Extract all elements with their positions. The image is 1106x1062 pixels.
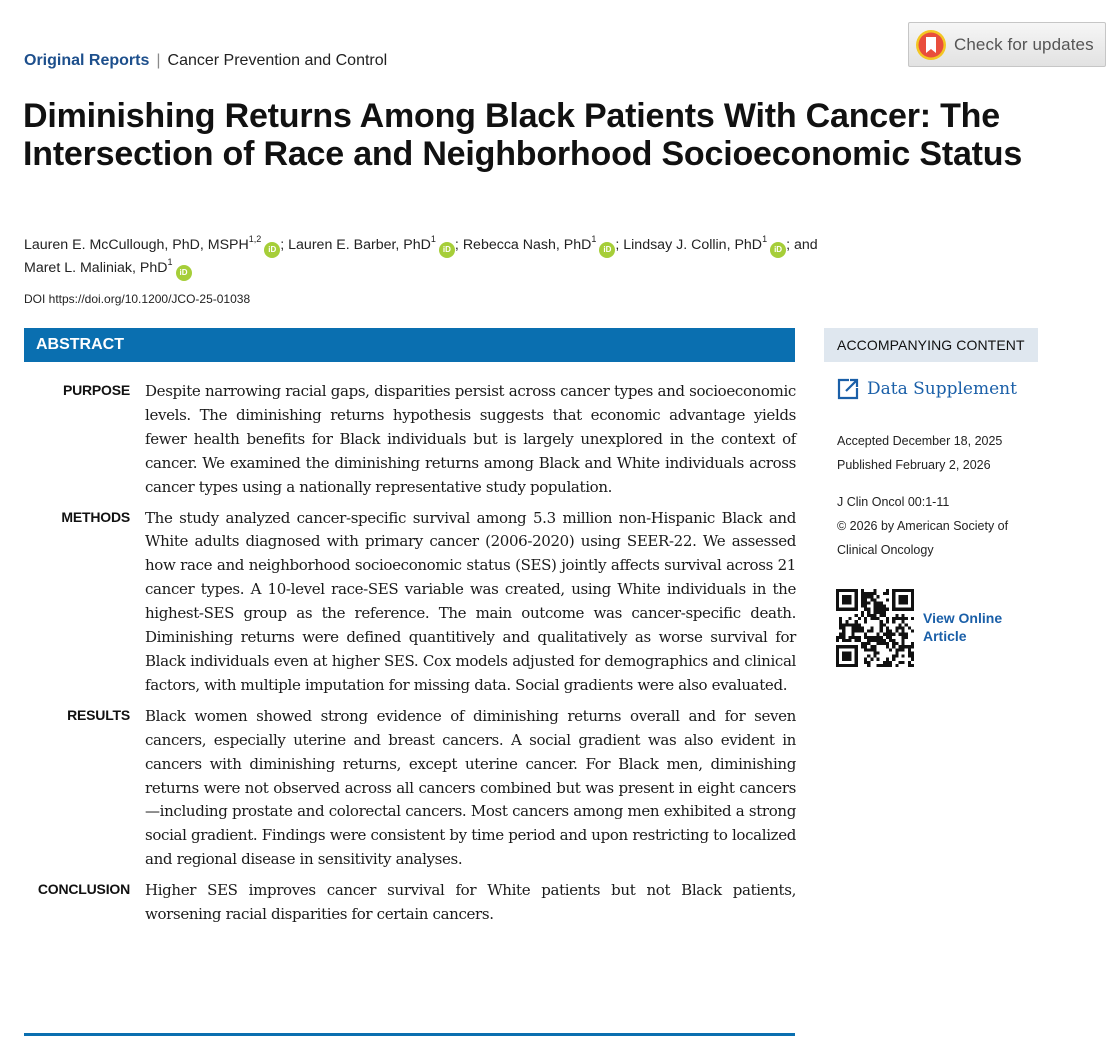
abstract-section-conclusion	[24, 879, 796, 927]
accepted-date: Accepted December 18, 2025	[837, 434, 1003, 448]
author-separator: ;	[454, 237, 463, 253]
doi-link[interactable]: DOI https://doi.org/10.1200/JCO-25-01038	[24, 292, 251, 306]
orcid-icon[interactable]: iD	[176, 265, 192, 281]
abstract-heading: ABSTRACT	[24, 328, 795, 362]
abstract-section-label: CONCLUSION	[37, 881, 130, 898]
author-name[interactable]: Lindsay J. Collin, PhD	[623, 237, 763, 253]
author-name[interactable]: Lauren E. McCullough, PhD, MSPH	[24, 237, 249, 253]
abstract-section-methods	[24, 507, 796, 698]
abstract-section-text: Despite narrowing racial gaps, disparities persist across cancer types and socioeconomic levels. The diminishing returns hypothesis suggests that economic advantage yields fewer health benefits for Black individuals but is largely unexplored in the context of cancer. We examined the diminishing returns among Black and White individuals across cancer types using a nationally representative study population.	[145, 382, 796, 496]
abstract-section-label: PURPOSE	[62, 382, 130, 398]
article-section	[24, 52, 387, 70]
check-for-updates-label: Check for updates	[954, 34, 1094, 54]
author-name[interactable]: Rebecca Nash, PhD	[462, 237, 592, 253]
external-link-icon	[836, 377, 860, 401]
abstract-section-purpose	[24, 380, 796, 500]
check-updates-icon	[915, 29, 947, 61]
article-title: Diminishing Returns Among Black Patients With Cancer: The Intersection of Race and Neighborhood Socioeconomic Status	[23, 97, 1023, 173]
abstract-section-label: RESULTS	[67, 706, 130, 723]
author-affiliation: 1	[591, 234, 597, 245]
orcid-icon[interactable]: iD	[264, 242, 280, 258]
check-for-updates-button[interactable]	[908, 22, 1106, 67]
author-name[interactable]: Maret L. Maliniak, PhD	[24, 260, 168, 276]
abstract-section-text: Black women showed strong evidence of diminishing returns overall and for seven cancers, especially uterine and breast cancers. A social gradient was also evident in cancers with diminishing returns, except uterine cancer. For Black men, diminishing returns were not observed across all cancers combined but was present in eight cancers—including prostate and colorectal cancers. Most cancers among men exhibited a strong social gradient. Findings were consistent by time period and upon restricting to localized and regional disease in sensitivity analyses.	[145, 706, 796, 869]
journal-citation: J Clin Oncol 00:1-11	[837, 495, 950, 509]
author-affiliation: 1	[167, 257, 173, 268]
author-separator: ;	[280, 237, 289, 253]
article-category-link[interactable]: Original Reports	[24, 52, 150, 69]
author-name[interactable]: Lauren E. Barber, PhD	[288, 237, 431, 253]
author-affiliation: 1	[430, 234, 436, 245]
article-subcategory: Cancer Prevention and Control	[167, 52, 388, 69]
accompanying-content-heading: ACCOMPANYING CONTENT	[824, 328, 1038, 362]
abstract-section-label: METHODS	[61, 508, 130, 525]
section-separator: |	[156, 52, 161, 69]
abstract-section-results	[24, 705, 796, 872]
abstract-section-text: Higher SES improves cancer survival for White patients but not Black patients, worsening racial disparities for certain cancers.	[145, 881, 796, 924]
orcid-icon[interactable]: iD	[770, 242, 786, 258]
author-separator: ;	[615, 237, 624, 253]
qr-code-icon[interactable]	[836, 589, 914, 667]
abstract-body	[24, 380, 796, 934]
author-affiliation: 1	[762, 234, 768, 245]
author-affiliation: 1,2	[248, 234, 262, 245]
orcid-icon[interactable]: iD	[439, 242, 455, 258]
view-online-article-link[interactable]: View Online Article	[923, 610, 1003, 644]
data-supplement-link[interactable]	[836, 377, 1017, 401]
author-list	[24, 235, 924, 281]
author-separator: ; and	[786, 237, 818, 253]
data-supplement-label: Data Supplement	[867, 379, 1017, 399]
abstract-section-text: The study analyzed cancer-specific survival among 5.3 million non-Hispanic Black and White adults diagnosed with primary cancer (2006-2020) using SEER-22. We assessed how race and neighborhood socioeconomic status (SES) jointly affects survival across 21 cancer types. A 10-level race-SES variable was created, using White individuals in the highest-SES group as the reference. The main outcome was cancer-specific death. Diminishing returns were defined quantitively and qualitatively as worse survival for Black individuals even at higher SES. Cox models adjusted for demographics and clinical factors, with multiple imputation for missing data. Social gradients were also evaluated.	[145, 508, 796, 694]
orcid-icon[interactable]: iD	[599, 242, 615, 258]
copyright-notice: © 2026 by American Society of Clinical Oncology	[837, 519, 1009, 557]
abstract-bottom-rule	[24, 1033, 795, 1036]
published-date: Published February 2, 2026	[837, 458, 991, 472]
